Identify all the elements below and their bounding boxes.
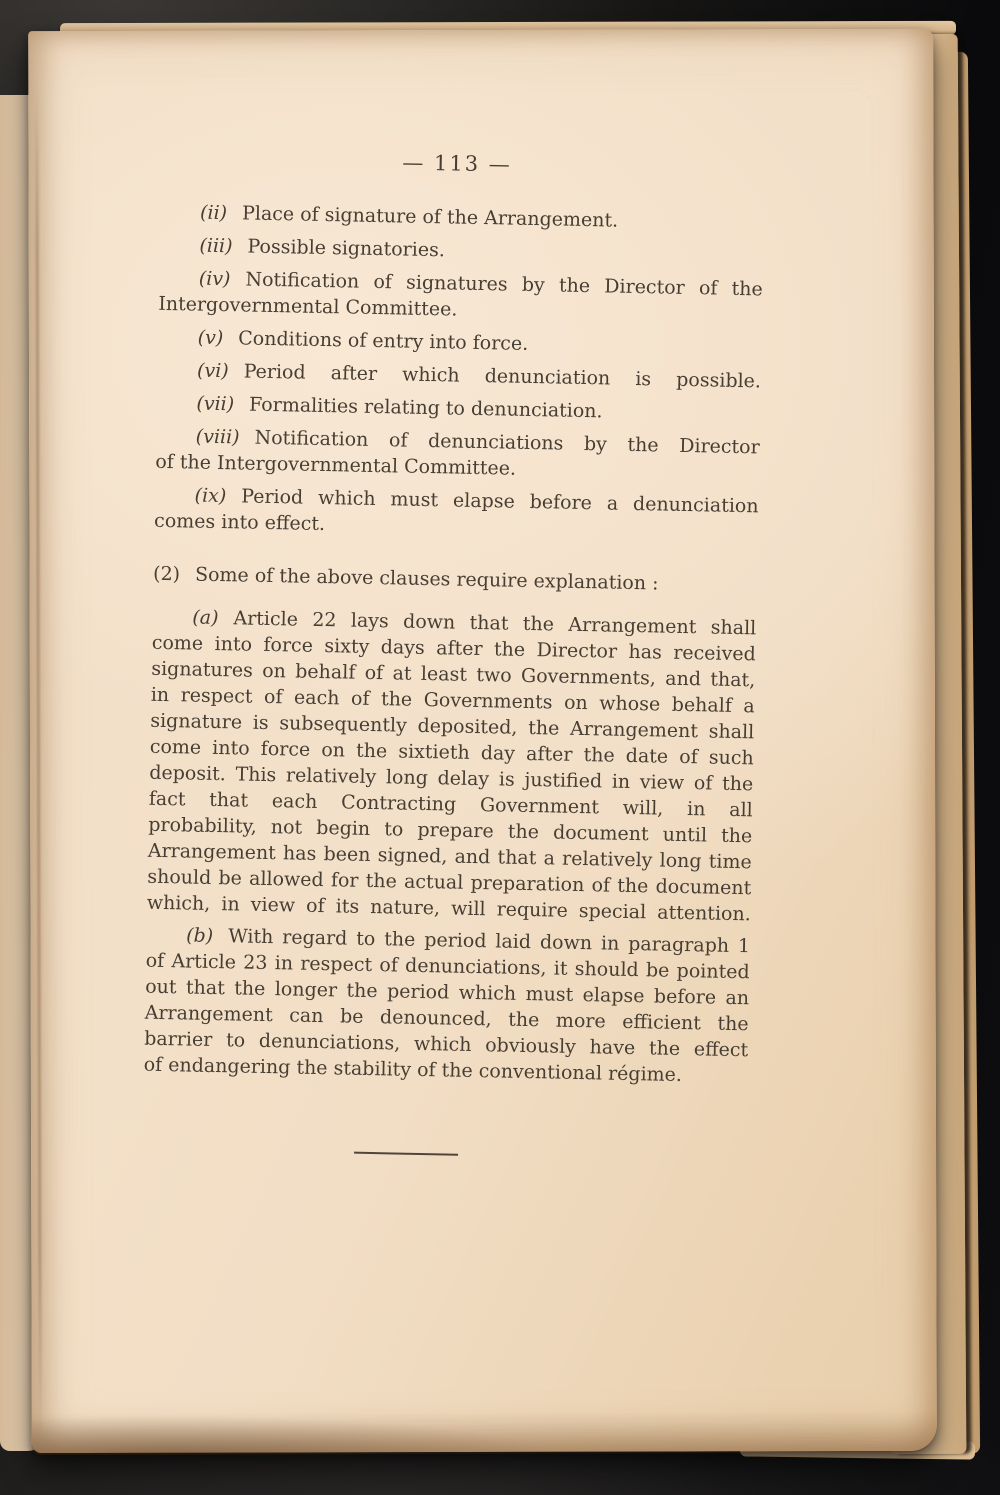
line-text: should be allowed for the actual preparation of the document — [147, 865, 752, 900]
line-text: of endangering the stability of the conventional régime. — [143, 1053, 683, 1087]
gutter-crease — [35, 86, 42, 1441]
list-item-ii — [160, 199, 764, 237]
paragraph-b — [143, 922, 750, 1090]
line-text: comes into effect. — [153, 509, 326, 536]
text-flow — [142, 199, 764, 1161]
line-text: Arrangement has been signed, and that a relatively long time — [147, 839, 752, 874]
line-text: of the Intergovernmental Committee. — [155, 450, 517, 480]
line-marker: (ii) — [199, 201, 228, 225]
line-text: which, in view of its nature, will require special attention. — [146, 891, 751, 926]
section-2-heading — [153, 561, 757, 599]
line-text: in respect of each of the Governments on whose behalf a — [150, 683, 755, 718]
text-line — [156, 390, 760, 428]
line-text: come into force sixty days after the Director has received — [151, 631, 756, 666]
line-text: Conditions of entry into force. — [238, 327, 529, 355]
text-line — [153, 561, 757, 599]
line-text: Some of the above clauses require explanation : — [194, 563, 659, 595]
line-marker: (ix) — [194, 484, 227, 508]
line-text: probability, not begin to prepare the document until the — [148, 813, 753, 848]
list-item-vii — [156, 390, 760, 428]
line-marker: (iv) — [198, 267, 231, 291]
list-item-iii — [159, 232, 763, 270]
text-line — [160, 199, 764, 237]
line-marker: (b) — [186, 924, 214, 947]
list-item-ix — [154, 482, 759, 546]
list-item-iv — [158, 265, 763, 329]
line-marker: (vii) — [196, 392, 235, 416]
line-text: signatures on behalf of at least two Governments, and that, — [151, 657, 756, 692]
line-text: With regard to the period laid down in paragraph 1 — [228, 925, 751, 958]
line-text: Article 22 lays down that the Arrangement shall — [233, 607, 757, 640]
book-page — [28, 29, 937, 1453]
line-text: out that the longer the period which must elapse before an — [145, 975, 750, 1010]
line-marker: (v) — [197, 326, 224, 350]
page-content — [142, 143, 765, 1161]
line-text: come into force on the sixtieth day after the date of such — [149, 735, 754, 770]
line-text: signature is subsequently deposited, the Arrangement shall — [150, 709, 755, 744]
text-line — [157, 357, 761, 395]
list-item-viii — [155, 423, 760, 487]
line-text: Place of signature of the Arrangement. — [241, 202, 619, 232]
list-item-v — [157, 324, 761, 362]
line-text: Notification of signatures by the Director of the — [245, 268, 763, 301]
line-text: Formalities relating to denunciation. — [248, 393, 603, 423]
line-text: Intergovernmental Committee. — [158, 292, 458, 321]
text-line — [159, 232, 763, 270]
line-text: Possible signatories. — [247, 235, 446, 262]
line-text: Period after which denunciation is possible. — [243, 360, 762, 393]
line-text: Notification of denunciations by the Director — [254, 426, 760, 459]
paragraph-a — [147, 604, 757, 928]
line-marker: (iii) — [199, 234, 233, 258]
line-marker: (2) — [152, 562, 181, 586]
line-text: fact that each Contracting Government will, in all — [148, 787, 753, 822]
text-line — [157, 324, 761, 362]
page-number: — 113 — — [402, 150, 513, 177]
line-marker: (vi) — [196, 359, 229, 383]
list-item-vi — [157, 357, 761, 395]
line-text: Period which must elapse before a denunciation — [241, 485, 759, 518]
line-marker: (a) — [192, 606, 219, 630]
line-text: barrier to denunciations, which obviously have the effect — [144, 1027, 749, 1062]
line-text: deposit. This relatively long delay is justified in view of the — [149, 761, 754, 796]
line-text: of Article 23 in respect of denunciations, it should be pointed — [145, 949, 750, 984]
line-text: Arrangement can be denounced, the more efficient the — [144, 1001, 749, 1036]
section-divider-rule — [354, 1152, 458, 1156]
line-marker: (viii) — [195, 425, 240, 449]
